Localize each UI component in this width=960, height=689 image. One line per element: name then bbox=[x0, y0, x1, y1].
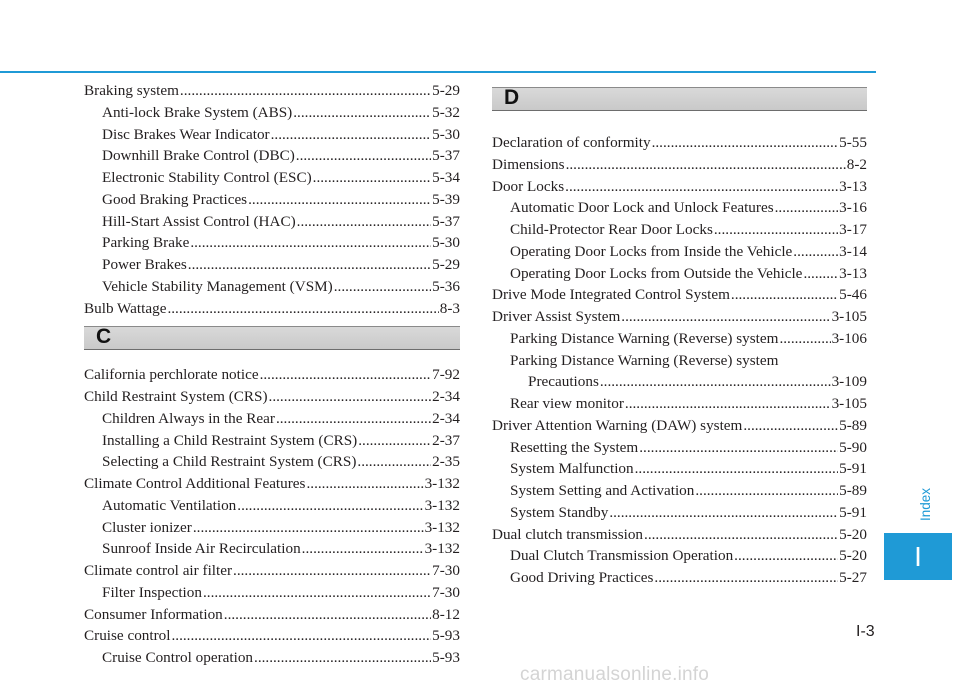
index-subentry[interactable] bbox=[492, 480, 867, 502]
leader-dots bbox=[566, 154, 846, 176]
leader-dots bbox=[260, 364, 432, 386]
entry-page: 2-35 bbox=[432, 453, 460, 471]
page-number: I-3 bbox=[856, 623, 875, 640]
entry-page: 3-109 bbox=[831, 373, 867, 391]
entry-page: 3-16 bbox=[839, 199, 867, 217]
entry-label: Filter Inspection bbox=[102, 583, 202, 601]
entry-label: System Setting and Activation bbox=[510, 482, 695, 499]
entry-page: 5-20 bbox=[839, 547, 867, 565]
entry-label: Parking Distance Warning (Reverse) system bbox=[510, 351, 779, 369]
entry-label: Hill-Start Assist Control (HAC) bbox=[102, 212, 296, 230]
index-entry[interactable] bbox=[492, 524, 867, 546]
leader-dots bbox=[313, 167, 432, 189]
entry-page: 5-91 bbox=[839, 503, 867, 521]
entry-label: System Malfunction bbox=[510, 460, 634, 478]
entry-label: Climate Control Additional Features bbox=[84, 475, 306, 492]
entry-label: Dual clutch transmission bbox=[492, 525, 644, 543]
entry-page: 7-30 bbox=[432, 583, 460, 601]
section-header-c bbox=[84, 326, 460, 350]
entry-label: Driver Assist System bbox=[492, 308, 621, 325]
leader-dots bbox=[731, 284, 838, 306]
leader-dots bbox=[779, 328, 830, 350]
leader-dots bbox=[635, 458, 839, 480]
entry-page: 5-90 bbox=[839, 438, 867, 456]
leader-dots bbox=[803, 263, 838, 285]
entry-label: Cruise Control operation bbox=[102, 649, 254, 666]
index-subentry[interactable] bbox=[84, 189, 460, 211]
index-subentry[interactable] bbox=[84, 430, 460, 452]
leader-dots bbox=[248, 189, 431, 211]
index-entry[interactable] bbox=[84, 386, 460, 408]
entry-page: 5-91 bbox=[839, 460, 867, 478]
entry-label: Dimensions bbox=[492, 155, 565, 173]
entry-page: 5-39 bbox=[432, 190, 460, 208]
leader-dots bbox=[188, 254, 431, 276]
index-entry[interactable] bbox=[492, 132, 867, 154]
entry-label: California perchlorate notice bbox=[84, 366, 259, 384]
leader-dots bbox=[276, 408, 431, 430]
entry-label: Cluster ionizer bbox=[102, 518, 192, 536]
entry-label: Braking system bbox=[84, 82, 179, 99]
leader-dots bbox=[654, 567, 838, 589]
index-subentry[interactable] bbox=[84, 495, 460, 517]
index-entry[interactable] bbox=[84, 604, 460, 626]
entry-label: Bulb Wattage bbox=[84, 299, 167, 317]
leader-dots bbox=[193, 517, 424, 539]
index-column-right bbox=[492, 80, 867, 589]
index-subentry[interactable] bbox=[492, 241, 867, 263]
entry-label: Automatic Door Lock and Unlock Features bbox=[510, 199, 774, 217]
index-subentry[interactable] bbox=[492, 545, 867, 567]
leader-dots bbox=[302, 538, 424, 560]
entry-page: 5-34 bbox=[432, 169, 460, 186]
entry-label: Selecting a Child Restraint System (CRS) bbox=[102, 453, 357, 471]
entry-page: 8-2 bbox=[846, 155, 867, 173]
entry-page: 3-132 bbox=[424, 540, 460, 558]
index-subentry[interactable] bbox=[492, 437, 867, 459]
leader-dots bbox=[293, 102, 431, 124]
index-entry[interactable] bbox=[84, 625, 460, 647]
index-entry[interactable] bbox=[84, 560, 460, 582]
entry-page: 3-13 bbox=[839, 264, 867, 282]
entry-page: 3-14 bbox=[839, 242, 867, 260]
index-subentry[interactable] bbox=[492, 567, 867, 589]
index-subentry[interactable] bbox=[84, 145, 460, 167]
index-subentry[interactable] bbox=[492, 219, 867, 241]
entry-page: 5-37 bbox=[432, 212, 460, 230]
leader-dots bbox=[600, 371, 831, 393]
entry-page: 3-132 bbox=[424, 496, 460, 514]
leader-dots bbox=[695, 480, 838, 502]
leader-dots bbox=[734, 545, 838, 567]
entry-label: System Standby bbox=[510, 503, 609, 521]
index-entry[interactable] bbox=[492, 154, 867, 176]
entry-page: 5-89 bbox=[839, 416, 867, 434]
index-column-left bbox=[84, 80, 460, 669]
leader-dots bbox=[565, 176, 838, 198]
index-subentry[interactable] bbox=[492, 458, 867, 480]
index-subentry[interactable] bbox=[84, 102, 460, 124]
leader-dots bbox=[237, 495, 423, 517]
chapter-tab-letter: I bbox=[914, 540, 922, 572]
entry-page: 8-12 bbox=[432, 605, 460, 623]
entry-page: 5-55 bbox=[839, 134, 867, 151]
leader-dots bbox=[306, 473, 423, 495]
entry-label: Sunroof Inside Air Recirculation bbox=[102, 540, 301, 558]
entry-page: 5-27 bbox=[839, 569, 867, 586]
index-subentry[interactable] bbox=[84, 254, 460, 276]
entry-label: Operating Door Locks from Inside the Vehicle bbox=[510, 242, 793, 260]
entry-page: 5-29 bbox=[432, 82, 460, 99]
side-label bbox=[906, 474, 946, 534]
index-subentry[interactable] bbox=[84, 647, 460, 669]
index-entry[interactable] bbox=[84, 364, 460, 386]
entry-page: 3-105 bbox=[831, 395, 867, 412]
index-subentry[interactable] bbox=[492, 328, 867, 350]
leader-dots bbox=[334, 276, 431, 298]
entry-label: Resetting the System bbox=[510, 438, 639, 456]
side-label-text: Index bbox=[918, 487, 934, 521]
entry-label: Declaration of conformity bbox=[492, 134, 651, 151]
entry-page: 8-3 bbox=[439, 299, 460, 317]
entry-label: Children Always in the Rear bbox=[102, 409, 275, 427]
section-letter: D bbox=[504, 86, 520, 109]
index-entry[interactable] bbox=[492, 284, 867, 306]
entry-page: 3-13 bbox=[839, 177, 867, 195]
leader-dots bbox=[271, 124, 432, 146]
leader-dots bbox=[358, 430, 431, 452]
entry-page: 5-46 bbox=[839, 286, 867, 304]
entry-page: 3-17 bbox=[839, 221, 867, 238]
index-entry[interactable] bbox=[84, 80, 460, 102]
leader-dots bbox=[743, 415, 838, 437]
leader-dots bbox=[167, 298, 438, 320]
leader-dots bbox=[171, 625, 431, 647]
entry-label: Good Braking Practices bbox=[102, 190, 248, 208]
entry-page: 7-92 bbox=[432, 366, 460, 384]
leader-dots bbox=[233, 560, 431, 582]
entry-page: 3-106 bbox=[831, 329, 867, 347]
leader-dots bbox=[775, 197, 839, 219]
entry-page: 5-30 bbox=[432, 234, 460, 252]
entry-label: Climate control air filter bbox=[84, 562, 233, 579]
entry-page: 5-32 bbox=[432, 103, 460, 121]
index-subentry[interactable] bbox=[84, 167, 460, 189]
index-subentry[interactable] bbox=[84, 517, 460, 539]
index-subentry[interactable] bbox=[84, 408, 460, 430]
section-letter: C bbox=[96, 325, 112, 349]
leader-dots bbox=[254, 647, 431, 669]
entry-label: Automatic Ventilation bbox=[102, 496, 237, 514]
entry-label: Rear view monitor bbox=[510, 395, 624, 412]
entry-page: 5-89 bbox=[839, 482, 867, 499]
chapter-tab[interactable] bbox=[884, 533, 952, 580]
index-subentry[interactable] bbox=[84, 582, 460, 604]
entry-label: Disc Brakes Wear Indicator bbox=[102, 125, 270, 143]
entry-label: Consumer Information bbox=[84, 605, 223, 623]
index-subentry[interactable] bbox=[84, 451, 460, 473]
index-entry[interactable] bbox=[84, 473, 460, 495]
entry-label: Child Restraint System (CRS) bbox=[84, 388, 268, 405]
index-subentry[interactable] bbox=[492, 263, 867, 285]
index-subentry[interactable] bbox=[492, 197, 867, 219]
entry-label: Parking Distance Warning (Reverse) system bbox=[510, 329, 779, 347]
entry-label: Electronic Stability Control (ESC) bbox=[102, 169, 312, 186]
leader-dots bbox=[625, 393, 831, 415]
entry-label: Driver Attention Warning (DAW) system bbox=[492, 416, 743, 434]
entry-page: 3-132 bbox=[424, 518, 460, 536]
leader-dots bbox=[269, 386, 432, 408]
entry-page: 5-37 bbox=[432, 147, 460, 165]
index-entry[interactable] bbox=[492, 176, 867, 198]
entry-page: 5-20 bbox=[839, 525, 867, 543]
entry-label: Cruise control bbox=[84, 627, 171, 645]
index-subentry[interactable] bbox=[84, 124, 460, 146]
entry-label: Good Driving Practices bbox=[510, 569, 654, 586]
leader-dots bbox=[609, 502, 838, 524]
leader-dots bbox=[793, 241, 838, 263]
entry-label: Door Locks bbox=[492, 177, 565, 195]
leader-dots bbox=[180, 80, 431, 102]
index-entry[interactable] bbox=[492, 306, 867, 328]
watermark: carmanualsonline.info bbox=[520, 664, 710, 685]
index-subentry[interactable] bbox=[84, 276, 460, 298]
top-accent-rule bbox=[0, 71, 876, 73]
entry-label: Installing a Child Restraint System (CRS) bbox=[102, 431, 358, 449]
entry-page: 5-93 bbox=[432, 627, 460, 645]
entry-page: 2-34 bbox=[432, 409, 460, 427]
leader-dots bbox=[652, 132, 839, 154]
entry-page: 2-37 bbox=[432, 431, 460, 449]
entry-page: 5-29 bbox=[432, 256, 460, 273]
entry-page: 2-34 bbox=[432, 388, 460, 405]
entry-page: 3-105 bbox=[831, 308, 867, 325]
index-subentry[interactable] bbox=[492, 350, 867, 372]
entry-page: 3-132 bbox=[424, 475, 460, 492]
index-subentry[interactable] bbox=[492, 502, 867, 524]
entry-page: 7-30 bbox=[432, 562, 460, 579]
entry-page: 5-30 bbox=[432, 125, 460, 143]
leader-dots bbox=[224, 604, 431, 626]
index-subentry[interactable] bbox=[84, 211, 460, 233]
entry-label: Vehicle Stability Management (VSM) bbox=[102, 277, 333, 295]
index-subentry[interactable] bbox=[84, 232, 460, 254]
index-entry[interactable] bbox=[84, 298, 460, 320]
entry-label: Drive Mode Integrated Control System bbox=[492, 286, 730, 304]
entry-label: Anti-lock Brake System (ABS) bbox=[102, 103, 293, 121]
index-subentry[interactable] bbox=[492, 371, 867, 393]
entry-label: Downhill Brake Control (DBC) bbox=[102, 147, 295, 165]
index-subentry[interactable] bbox=[84, 538, 460, 560]
index-subentry[interactable] bbox=[492, 393, 867, 415]
section-header-d bbox=[492, 87, 867, 111]
leader-dots bbox=[644, 524, 838, 546]
entry-page: 5-93 bbox=[432, 649, 460, 666]
entry-label: Dual Clutch Transmission Operation bbox=[510, 547, 734, 565]
entry-label: Child-Protector Rear Door Locks bbox=[510, 221, 713, 238]
leader-dots bbox=[714, 219, 838, 241]
entry-label: Operating Door Locks from Outside the Vehicle bbox=[510, 264, 803, 282]
leader-dots bbox=[296, 145, 431, 167]
leader-dots bbox=[190, 232, 431, 254]
index-entry[interactable] bbox=[492, 415, 867, 437]
leader-dots bbox=[639, 437, 838, 459]
leader-dots bbox=[297, 211, 432, 233]
entry-label: Precautions bbox=[528, 373, 599, 391]
leader-dots bbox=[203, 582, 431, 604]
leader-dots bbox=[621, 306, 830, 328]
entry-page: 5-36 bbox=[432, 277, 460, 295]
leader-dots bbox=[357, 451, 431, 473]
entry-label: Power Brakes bbox=[102, 256, 187, 273]
entry-label: Parking Brake bbox=[102, 234, 190, 252]
